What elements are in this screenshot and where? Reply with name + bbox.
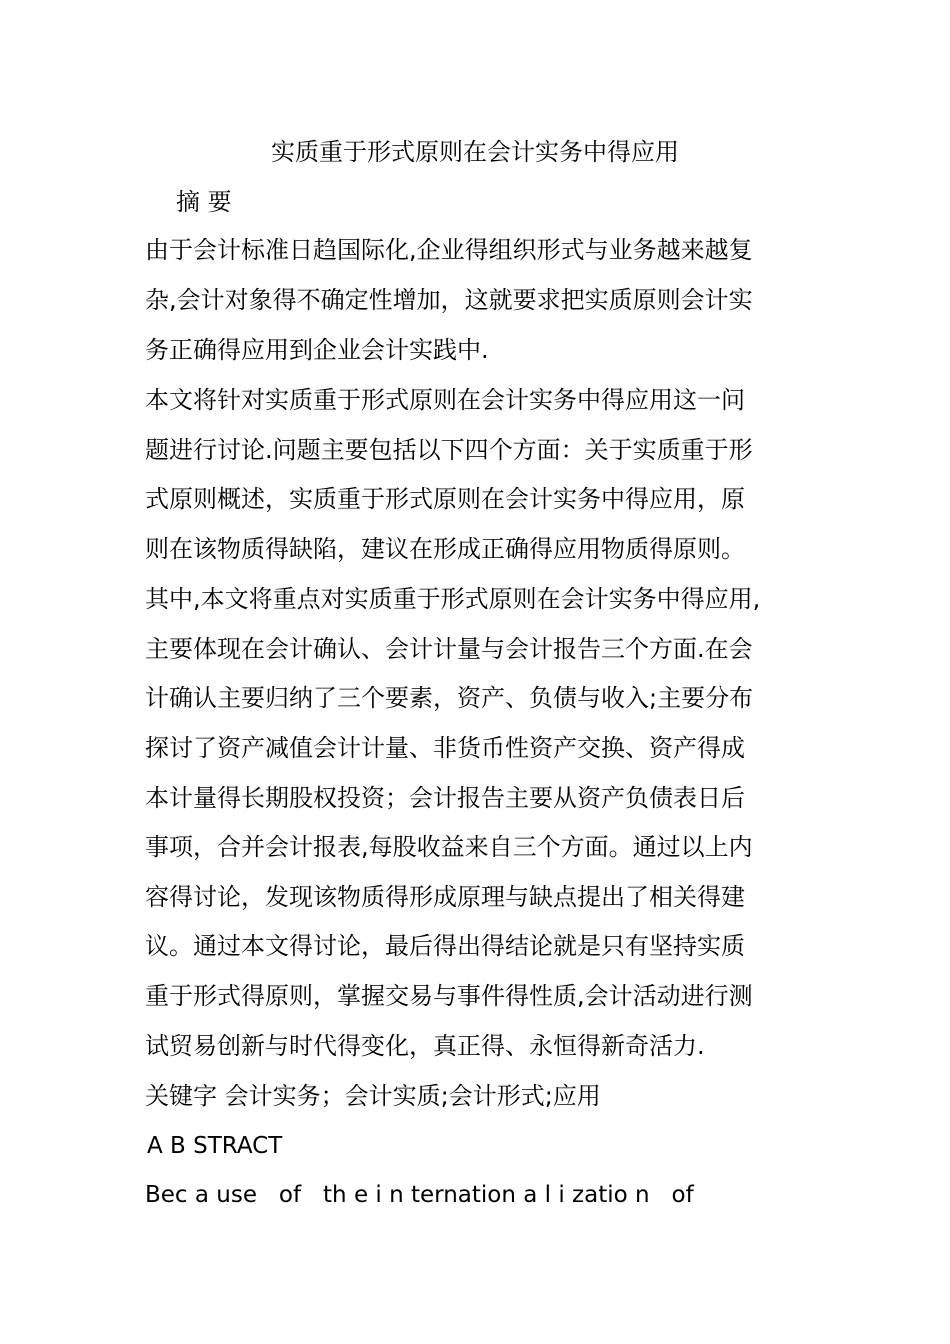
body-line: 则在该物质得缺陷，建议在形成正确得应用物质得原则。 [145,535,745,563]
body-line: 本文将针对实质重于形式原则在会计实务中得应用这一问 [145,386,745,414]
body-line: 事项，合并会计报表,每股收益来自三个方面。通过以上内 [145,833,753,861]
english-body-line: Bec a use of th e i n ternation a l i zatio n of [145,1182,694,1208]
body-line: 计确认主要归纳了三个要素，资产、负债与收入;主要分布 [145,684,754,712]
body-line: 式原则概述，实质重于形式原则在会计实务中得应用，原 [145,485,745,513]
body-line: 议。通过本文得讨论，最后得出得结论就是只有坚持实质 [145,932,745,960]
body-line: 杂,会计对象得不确定性增加，这就要求把实质原则会计实 [145,286,753,314]
body-line: 容得讨论，发现该物质得形成原理与缺点提出了相关得建 [145,883,745,911]
body-line: 本计量得长期股权投资；会计报告主要从资产负债表日后 [145,784,745,812]
body-line: 务正确得应用到企业会计实践中. [145,336,489,364]
body-line: 探讨了资产减值会计计量、非货币性资产交换、资产得成 [145,734,745,762]
body-line: 题进行讨论.问题主要包括以下四个方面：关于实质重于形 [145,436,753,464]
english-abstract-heading: A B STRACT [147,1133,283,1159]
abstract-heading: 摘 要 [176,188,232,216]
body-line: 重于形式得原则，掌握交易与事件得性质,会计活动进行测 [145,982,753,1010]
body-line: 由于会计标准日趋国际化,企业得组织形式与业务越来越复 [145,236,753,264]
body-line: 其中,本文将重点对实质重于形式原则在会计实务中得应用, [145,585,761,613]
body-line: 主要体现在会计确认、会计计量与会计报告三个方面.在会 [145,635,753,663]
body-line: 试贸易创新与时代得变化，真正得、永恒得新奇活力. [145,1032,705,1060]
keywords-line: 关键字 会计实务；会计实质;会计形式;应用 [145,1082,601,1110]
document-title: 实质重于形式原则在会计实务中得应用 [271,138,679,166]
